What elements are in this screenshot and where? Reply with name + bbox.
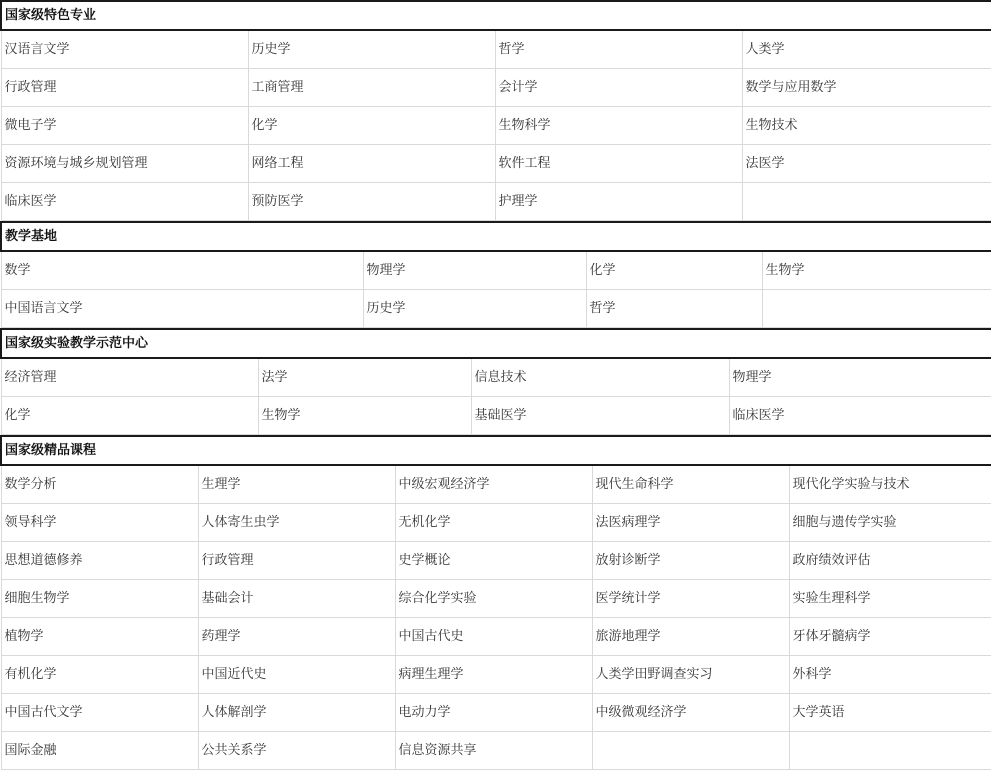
table-cell: 细胞与遗传学实验	[789, 504, 991, 542]
table-cell: 数学	[1, 251, 363, 290]
table-cell: 经济管理	[1, 358, 258, 397]
table-cell: 人类学田野调查实习	[592, 656, 789, 694]
table-cell: 临床医学	[729, 397, 991, 435]
table-row	[1, 618, 991, 656]
table-row	[1, 694, 991, 732]
table-row	[1, 251, 991, 290]
table-row	[1, 30, 991, 69]
table-row	[1, 504, 991, 542]
section-header: 国家级精品课程	[1, 436, 991, 465]
table-cell: 法学	[258, 358, 471, 397]
table-cell: 放射诊断学	[592, 542, 789, 580]
table-cell: 生理学	[198, 465, 395, 504]
table-cell: 思想道德修养	[1, 542, 198, 580]
table-cell: 化学	[248, 107, 495, 145]
table-cell: 细胞生物学	[1, 580, 198, 618]
table-cell: 中国古代文学	[1, 694, 198, 732]
table-cell: 大学英语	[789, 694, 991, 732]
table-cell: 物理学	[363, 251, 586, 290]
table-cell: 中级微观经济学	[592, 694, 789, 732]
table-cell-empty	[789, 732, 991, 770]
table-cell: 人类学	[742, 30, 991, 69]
table-cell: 基础会计	[198, 580, 395, 618]
table-cell: 现代化学实验与技术	[789, 465, 991, 504]
table-cell-empty	[592, 732, 789, 770]
table-cell: 哲学	[586, 290, 762, 328]
table-cell: 基础医学	[471, 397, 729, 435]
table-cell: 哲学	[495, 30, 742, 69]
table-cell: 牙体牙髓病学	[789, 618, 991, 656]
table-cell: 信息技术	[471, 358, 729, 397]
section-header: 国家级实验教学示范中心	[1, 329, 991, 358]
table-cell: 法医学	[742, 145, 991, 183]
featured-majors-table	[0, 0, 991, 221]
table-cell: 微电子学	[1, 107, 248, 145]
table-cell: 信息资源共享	[395, 732, 592, 770]
table-cell: 外科学	[789, 656, 991, 694]
table-cell: 中国语言文学	[1, 290, 363, 328]
table-cell: 中级宏观经济学	[395, 465, 592, 504]
table-cell: 政府绩效评估	[789, 542, 991, 580]
table-cell: 工商管理	[248, 69, 495, 107]
table-cell: 现代生命科学	[592, 465, 789, 504]
table-row	[1, 69, 991, 107]
table-cell: 数学分析	[1, 465, 198, 504]
table-cell: 有机化学	[1, 656, 198, 694]
table-cell: 史学概论	[395, 542, 592, 580]
table-cell: 物理学	[729, 358, 991, 397]
table-row	[1, 732, 991, 770]
table-cell: 护理学	[495, 183, 742, 221]
table-cell: 历史学	[363, 290, 586, 328]
table-cell: 资源环境与城乡规划管理	[1, 145, 248, 183]
table-cell: 公共关系学	[198, 732, 395, 770]
table-cell: 综合化学实验	[395, 580, 592, 618]
quality-courses-table	[0, 435, 991, 770]
table-cell: 法医病理学	[592, 504, 789, 542]
table-cell: 人体解剖学	[198, 694, 395, 732]
table-row	[1, 290, 991, 328]
table-cell: 会计学	[495, 69, 742, 107]
table-cell: 网络工程	[248, 145, 495, 183]
demo-centers-table	[0, 328, 991, 435]
table-cell: 化学	[1, 397, 258, 435]
table-cell: 电动力学	[395, 694, 592, 732]
table-cell: 生物技术	[742, 107, 991, 145]
section-header: 教学基地	[1, 222, 991, 251]
table-cell: 国际金融	[1, 732, 198, 770]
table-cell: 行政管理	[1, 69, 248, 107]
table-cell: 植物学	[1, 618, 198, 656]
table-row	[1, 465, 991, 504]
teaching-bases-table	[0, 221, 991, 328]
table-cell: 生物科学	[495, 107, 742, 145]
table-cell: 历史学	[248, 30, 495, 69]
table-row	[1, 358, 991, 397]
table-row	[1, 580, 991, 618]
table-row	[1, 397, 991, 435]
table-cell: 中国古代史	[395, 618, 592, 656]
table-row	[1, 542, 991, 580]
table-cell: 临床医学	[1, 183, 248, 221]
table-cell-empty	[762, 290, 991, 328]
table-cell: 行政管理	[198, 542, 395, 580]
table-cell: 无机化学	[395, 504, 592, 542]
table-row	[1, 145, 991, 183]
table-cell: 中国近代史	[198, 656, 395, 694]
table-cell: 人体寄生虫学	[198, 504, 395, 542]
table-row	[1, 107, 991, 145]
section-header: 国家级特色专业	[1, 1, 991, 30]
table-cell: 旅游地理学	[592, 618, 789, 656]
table-cell: 病理生理学	[395, 656, 592, 694]
table-cell: 药理学	[198, 618, 395, 656]
table-cell: 领导科学	[1, 504, 198, 542]
table-cell: 预防医学	[248, 183, 495, 221]
table-cell: 化学	[586, 251, 762, 290]
table-cell: 生物学	[258, 397, 471, 435]
table-cell: 汉语言文学	[1, 30, 248, 69]
table-cell: 医学统计学	[592, 580, 789, 618]
table-cell-empty	[742, 183, 991, 221]
table-row	[1, 183, 991, 221]
table-cell: 生物学	[762, 251, 991, 290]
table-cell: 实验生理科学	[789, 580, 991, 618]
table-row	[1, 656, 991, 694]
table-cell: 软件工程	[495, 145, 742, 183]
table-cell: 数学与应用数学	[742, 69, 991, 107]
